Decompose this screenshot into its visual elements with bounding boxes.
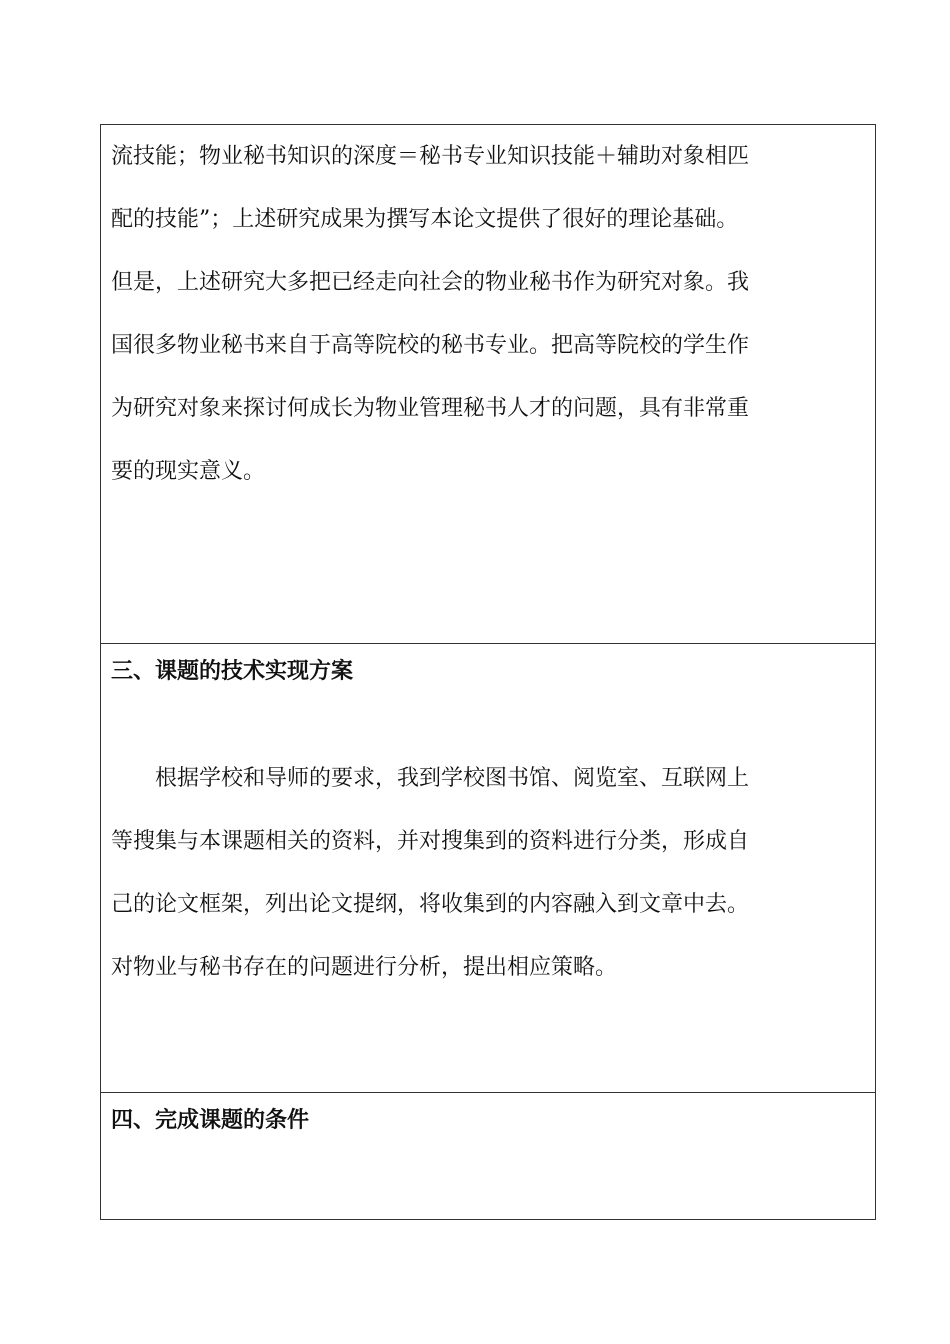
project-conditions-cell: [101, 1093, 876, 1220]
text-line: 己的论文框架，列出论文提纲，将收集到的内容融入到文章中去。: [111, 892, 750, 917]
text-line: 对物业与秘书存在的问题进行分析，提出相应策略。: [111, 955, 618, 980]
section-four-heading: 四、完成课题的条件: [111, 1108, 310, 1133]
proposal-form-table: [100, 124, 876, 1220]
text-line: 要的现实意义。: [111, 459, 266, 484]
research-background-text: [111, 125, 865, 503]
text-line: 流技能；物业秘书知识的深度＝秘书专业知识技能＋辅助对象相匹: [111, 144, 750, 169]
text-line: 等搜集与本课题相关的资料，并对搜集到的资料进行分类，形成自: [111, 829, 750, 854]
technical-plan-cell: [101, 644, 876, 1093]
text-line: 为研究对象来探讨何成长为物业管理秘书人才的问题，具有非常重: [111, 396, 750, 421]
research-background-cell: [101, 125, 876, 644]
text-line: 配的技能”；上述研究成果为撰写本论文提供了很好的理论基础。: [111, 207, 739, 232]
section-three-heading: 三、课题的技术实现方案: [111, 659, 354, 684]
text-line: 但是，上述研究大多把已经走向社会的物业秘书作为研究对象。我: [111, 270, 750, 295]
text-line: 国很多物业秘书来自于高等院校的秘书专业。把高等院校的学生作: [111, 333, 750, 358]
technical-plan-text: [111, 747, 865, 999]
text-line: 根据学校和导师的要求，我到学校图书馆、阅览室、互联网上: [155, 766, 750, 791]
